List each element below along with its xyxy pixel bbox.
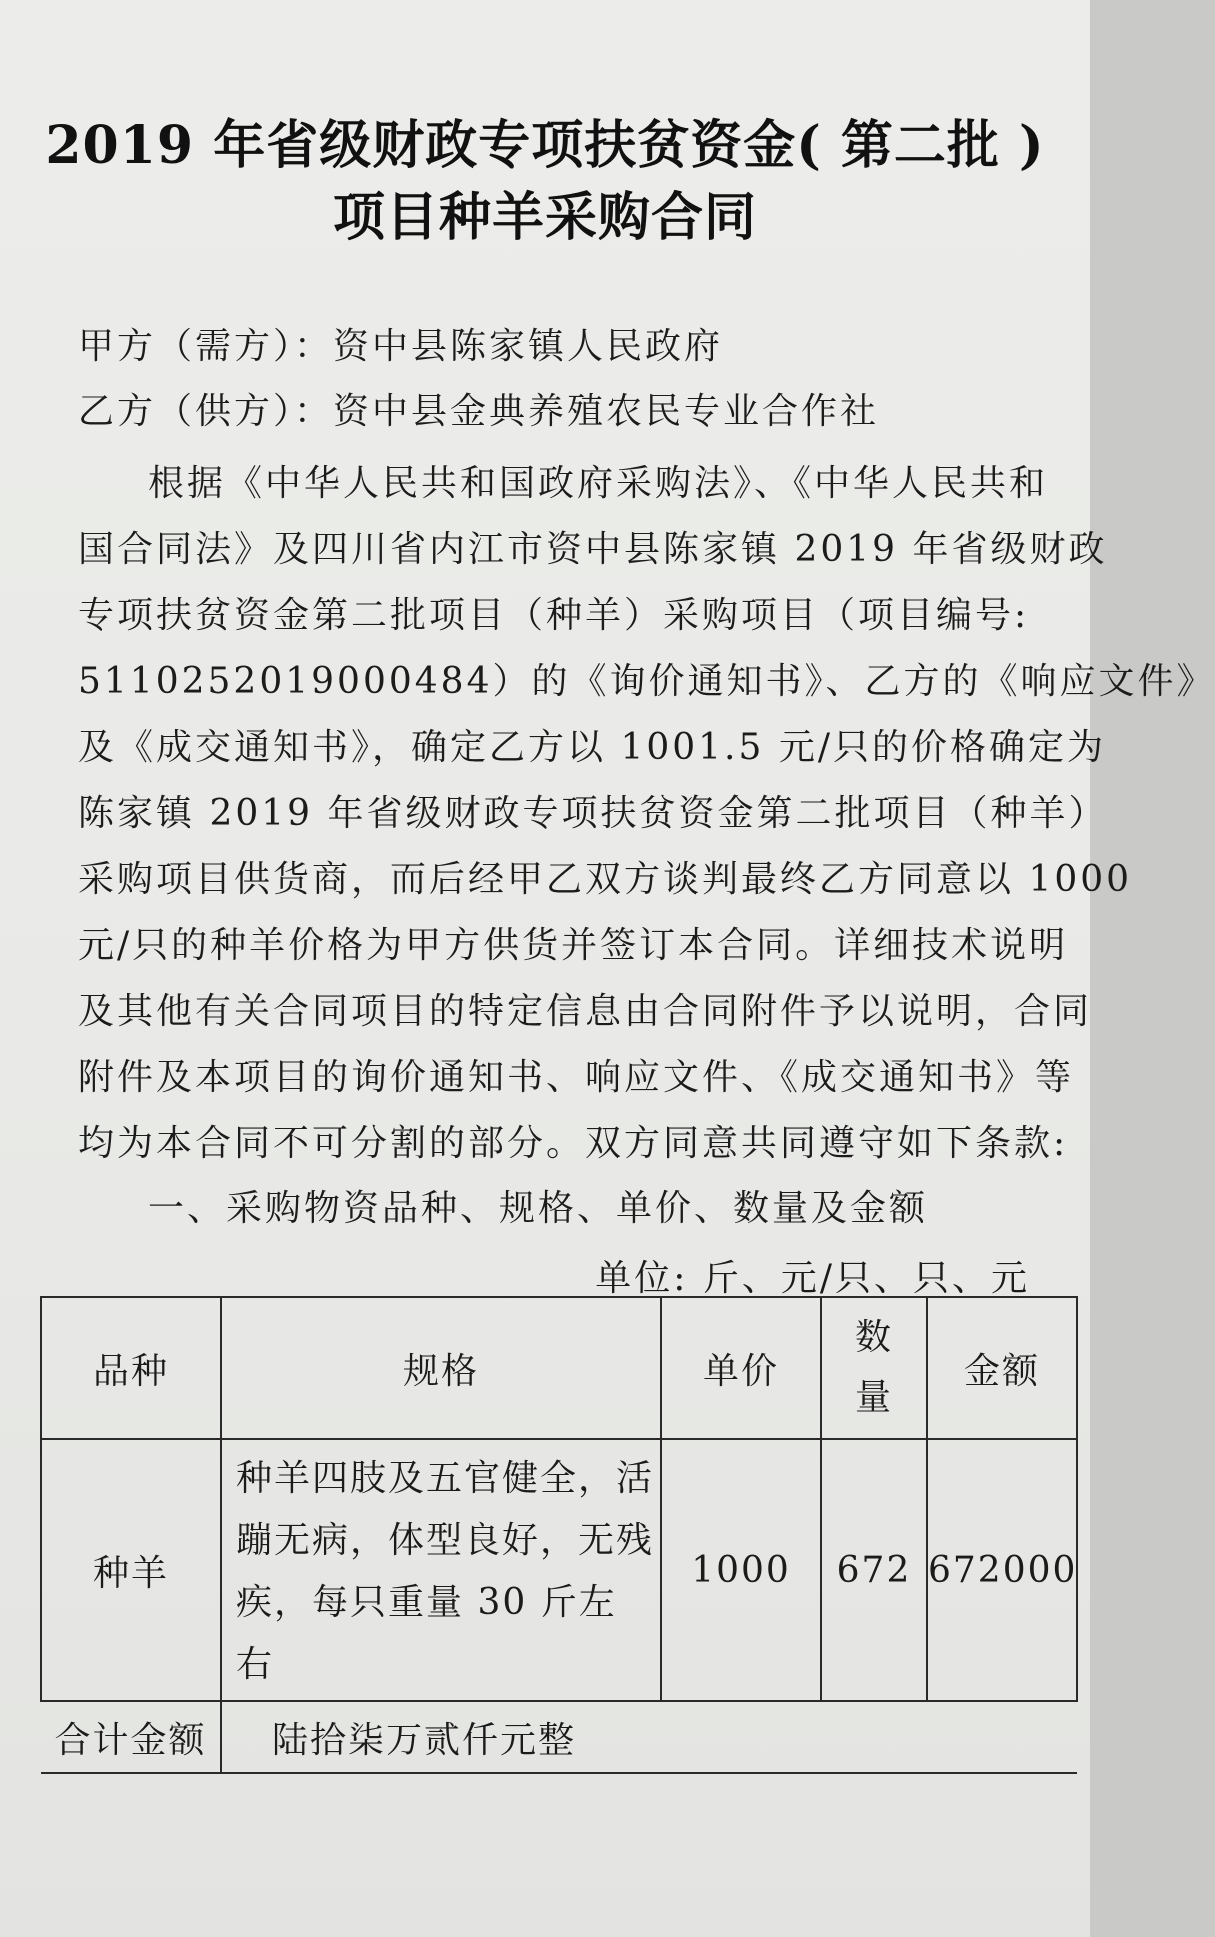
document-title-line-1: 2019 年省级财政专项扶贫资金( 第二批 ) bbox=[45, 115, 1045, 176]
header-quantity-bottom: 量 bbox=[854, 1377, 893, 1418]
body-line: 5110252019000484）的《询价通知书》、乙方的《响应文件》 bbox=[78, 661, 1215, 702]
total-label: 合计金额 bbox=[41, 1701, 221, 1773]
spec-line: 蹦无病，体型良好，无残 bbox=[236, 1520, 655, 1561]
header-amount: 金额 bbox=[927, 1297, 1077, 1439]
header-variety: 品种 bbox=[41, 1297, 221, 1439]
cell-spec bbox=[221, 1439, 661, 1701]
body-line: 元/只的种羊价格为甲方供货并签订本合同。详细技术说明 bbox=[78, 925, 1069, 966]
body-line: 国合同法》及四川省内江市资中县陈家镇 2019 年省级财政 bbox=[78, 529, 1108, 570]
cell-unit-price: 1000 bbox=[661, 1439, 821, 1701]
total-filler bbox=[661, 1701, 821, 1773]
table-row bbox=[41, 1439, 1077, 1701]
body-line: 及其他有关合同项目的特定信息由合同附件予以说明，合同 bbox=[78, 991, 1093, 1032]
total-filler bbox=[927, 1701, 1077, 1773]
body-line: 及《成交通知书》，确定乙方以 1001.5 元/只的价格确定为 bbox=[78, 727, 1106, 768]
body-line: 根据《中华人民共和国政府采购法》、《中华人民共和 bbox=[148, 463, 1049, 504]
body-line: 附件及本项目的询价通知书、响应文件、《成交通知书》等 bbox=[78, 1057, 1075, 1098]
total-value: 陆拾柒万贰仟元整 bbox=[221, 1701, 661, 1773]
party-a: 甲方（需方）：资中县陈家镇人民政府 bbox=[78, 326, 724, 367]
table-header-row bbox=[41, 1297, 1077, 1439]
procurement-table bbox=[40, 1296, 1078, 1774]
cell-amount: 672000 bbox=[927, 1439, 1077, 1701]
spec-line: 疾，每只重量 30 斤左右 bbox=[236, 1582, 617, 1685]
header-quantity bbox=[821, 1297, 927, 1439]
header-quantity-top: 数 bbox=[854, 1317, 893, 1358]
party-b: 乙方（供方）：资中县金典养殖农民专业合作社 bbox=[78, 391, 880, 432]
body-line: 陈家镇 2019 年省级财政专项扶贫资金第二批项目（种羊） bbox=[78, 793, 1108, 834]
document-title-line-2: 项目种羊采购合同 bbox=[332, 187, 757, 248]
total-filler bbox=[821, 1701, 927, 1773]
header-spec: 规格 bbox=[221, 1297, 661, 1439]
header-unit-price: 单价 bbox=[661, 1297, 821, 1439]
body-line: 专项扶贫资金第二批项目（种羊）采购项目（项目编号: bbox=[78, 595, 1030, 636]
table-total-row bbox=[41, 1701, 1077, 1773]
unit-note: 单位: 斤、元/只、只、元 bbox=[595, 1258, 1030, 1299]
body-line: 均为本合同不可分割的部分。双方同意共同遵守如下条款: bbox=[78, 1123, 1069, 1164]
spec-line: 种羊四肢及五官健全，活 bbox=[236, 1458, 655, 1499]
section-heading: 一、采购物资品种、规格、单价、数量及金额 bbox=[148, 1188, 929, 1229]
body-line: 采购项目供货商，而后经甲乙双方谈判最终乙方同意以 1000 bbox=[78, 859, 1133, 900]
cell-variety: 种羊 bbox=[41, 1439, 221, 1701]
cell-quantity: 672 bbox=[821, 1439, 927, 1701]
